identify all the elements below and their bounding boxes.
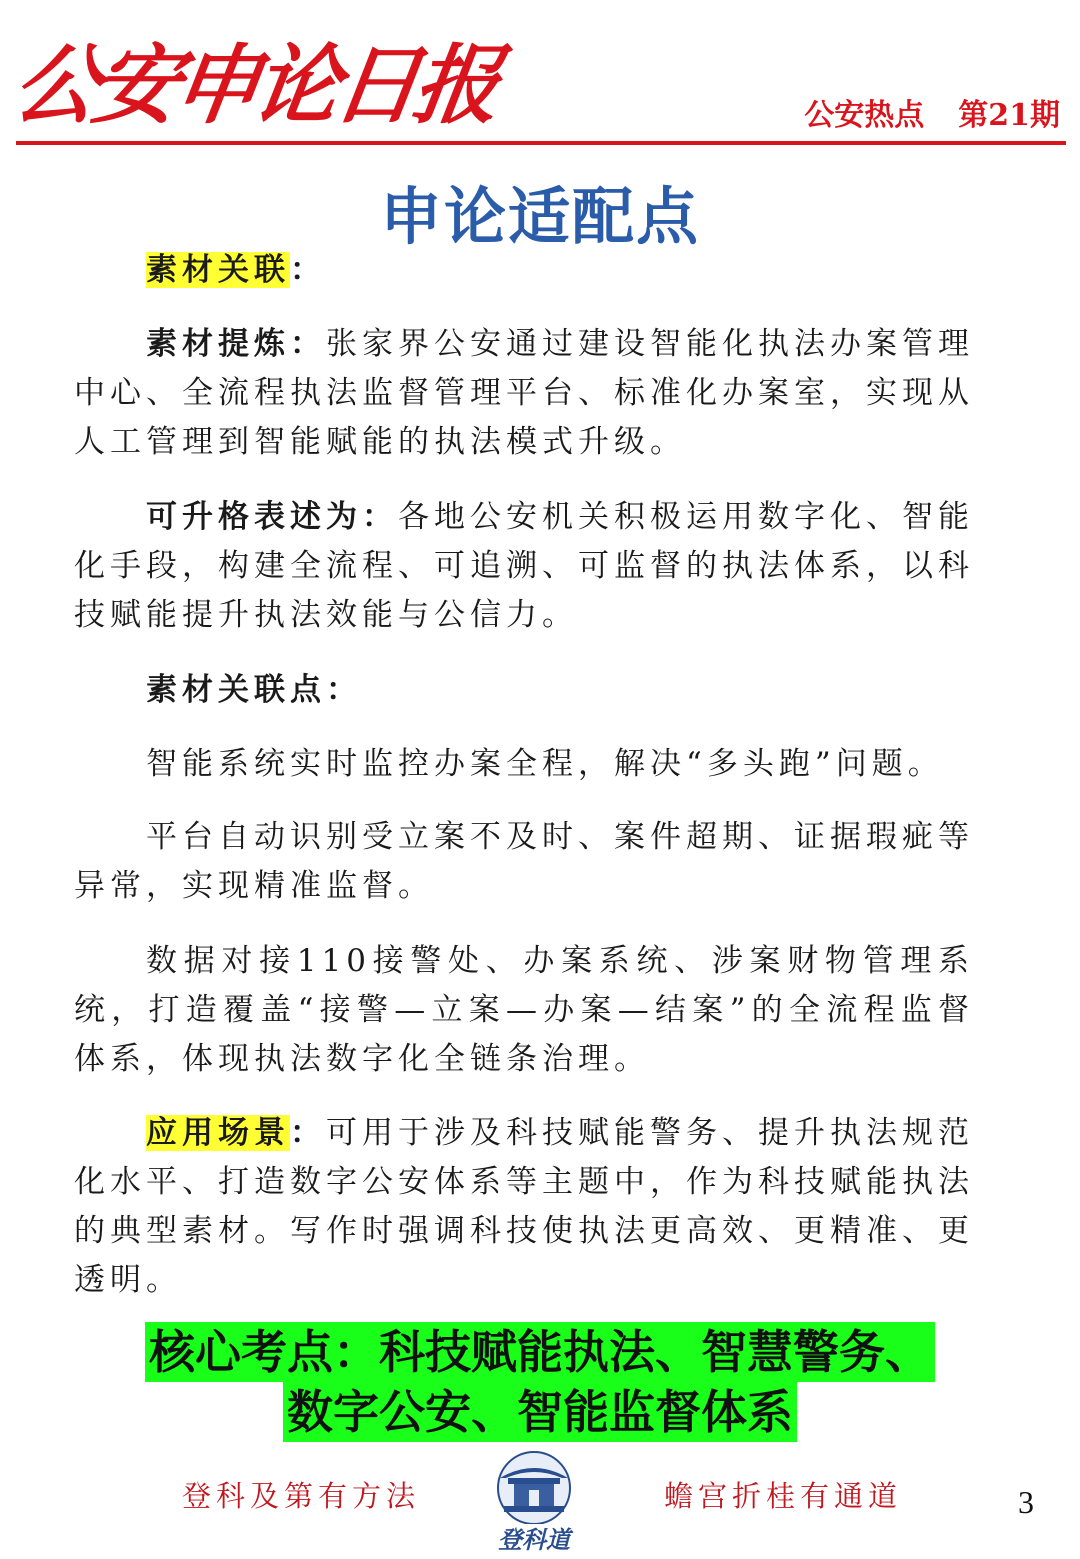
section-label: 公安热点 — [804, 98, 925, 133]
core-exam-points — [0, 1322, 1080, 1442]
footer-slogan-right: 蟾宫折桂有通道 — [664, 1479, 903, 1513]
issue-number: 第21期 — [958, 98, 1060, 133]
issue-info — [804, 96, 1060, 136]
link-points-heading-block — [74, 666, 974, 715]
extract-paragraph — [74, 320, 974, 467]
extract-label: 素材提炼 — [146, 326, 290, 362]
elevated-paragraph — [74, 493, 974, 640]
material-link-heading: 素材关联 — [146, 252, 290, 288]
heading-colon: ： — [290, 252, 326, 288]
footer-slogan-left: 登科及第有方法 — [182, 1479, 421, 1513]
link-point-2: 平台自动识别受立案不及时、案件超期、证据瑕疵等异常，实现精准监督。 — [74, 819, 974, 904]
link-point-1: 智能系统实时监控办案全程，解决“多头跑”问题。 — [146, 746, 944, 782]
masthead-rule — [16, 141, 1066, 145]
footer-logo — [486, 1448, 582, 1556]
elevated-label: 可升格表述为 — [146, 499, 362, 535]
masthead — [0, 0, 1080, 160]
application-text: 可用于涉及科技赋能警务、提升执法规范化水平、打造数字公安体系等主题中，作为科技赋能执法的典型素材。写作时强调科技使执法更高效、更精准、更透明。 — [74, 1115, 974, 1298]
core-line-2: 数字公安、智能监督体系 — [283, 1382, 797, 1442]
core-line-1: 核心考点：科技赋能执法、智慧警务、 — [145, 1322, 935, 1382]
application-paragraph — [74, 1109, 974, 1305]
application-colon: ： — [290, 1115, 326, 1151]
page-title: 申论适配点 — [379, 180, 700, 253]
link-point-3: 数据对接110接警处、办案系统、涉案财物管理系统，打造覆盖“接警—立案—办案—结案”的全流程监督体系，体现执法数字化全链条治理。 — [74, 943, 974, 1077]
elevated-colon: ： — [362, 499, 398, 535]
palace-icon — [486, 1448, 582, 1524]
link-points-label: 素材关联点 — [146, 672, 326, 708]
footer-logo-text: 登科道 — [498, 1525, 570, 1554]
extract-text: 张家界公安通过建设智能化执法办案管理中心、全流程执法监督管理平台、标准化办案室，实现从人工管理到智能赋能的执法模式升级。 — [74, 326, 974, 460]
application-label: 应用场景 — [146, 1115, 290, 1151]
link-points-colon: ： — [326, 672, 362, 708]
extract-colon: ： — [290, 326, 326, 362]
page-number: 3 — [1018, 1484, 1034, 1520]
elevated-text: 各地公安机关积极运用数字化、智能化手段，构建全流程、可追溯、可监督的执法体系，以科技赋能提升执法效能与公信力。 — [74, 499, 974, 633]
material-link-heading-block — [74, 246, 974, 295]
newspaper-logo: 公安申论日报 — [6, 35, 502, 136]
